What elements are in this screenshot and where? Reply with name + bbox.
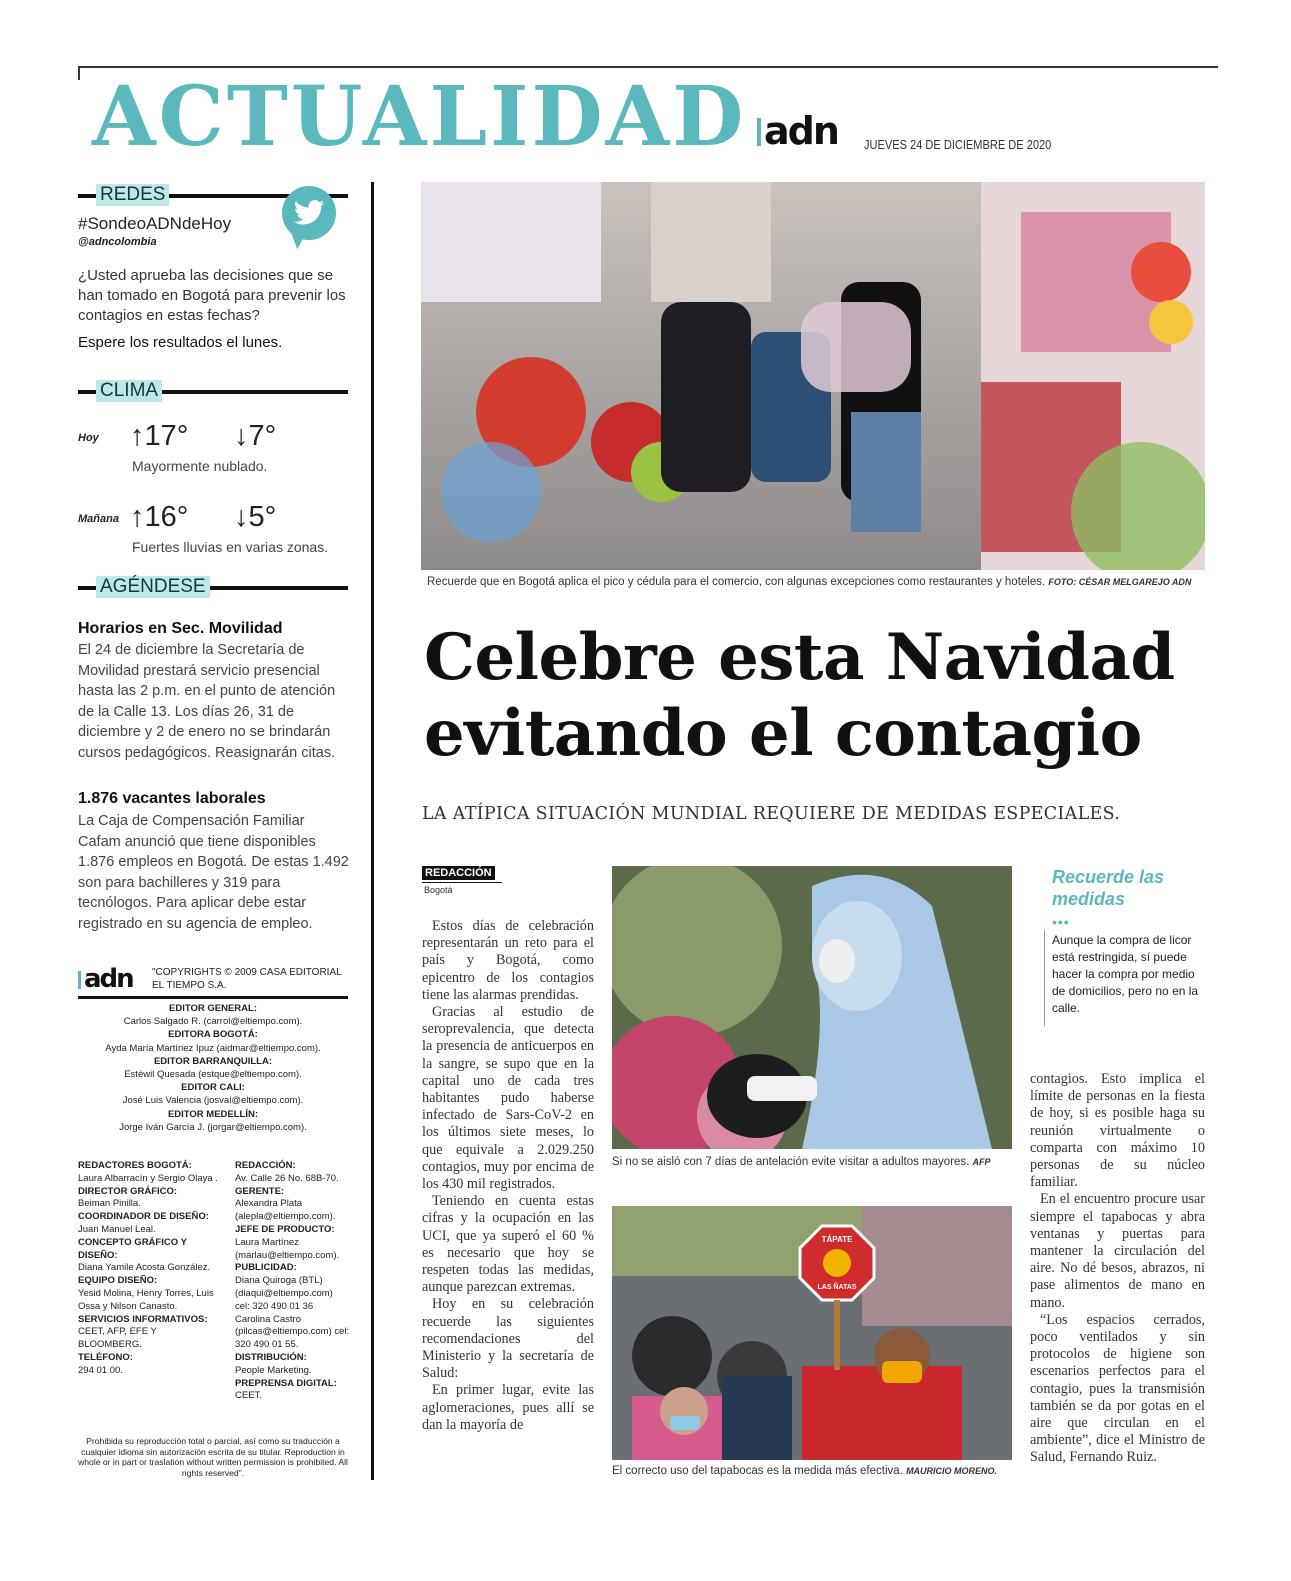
editor-name: Ayda María Martínez Ipuz (aidmar@eltiempo.com). <box>105 1042 321 1054</box>
weather-min: ↓7° <box>234 420 277 452</box>
header-rule-tick <box>78 66 80 80</box>
issue-date: JUEVES 24 DE DICIEMBRE DE 2020 <box>864 137 1052 152</box>
weather-min: ↓5° <box>234 501 277 533</box>
body-paragraph: contagios. Esto implica el límite de personas en la fiesta de hoy, si es posible haga su reunión virtualmente o comparta con máximo 10 personas de su núcleo familiar. <box>1030 1071 1205 1191</box>
copyright-notice: "COPYRIGHTS © 2009 CASA EDITORIAL EL TIEMPO S.A. <box>152 967 342 991</box>
roster-role: PUBLICIDAD: <box>235 1262 297 1274</box>
article-body-col3 <box>1030 1071 1205 1467</box>
roster-role: COORDINADOR DE DISEÑO: <box>78 1211 209 1223</box>
caption-text: El correcto uso del tapabocas es la medida más efectiva. <box>612 1465 903 1477</box>
editor-name: Estéwil Quesada (estque@eltiempo.com). <box>124 1069 302 1081</box>
body-paragraph: En el encuentro procure usar siempre el tapabocas y abra ventanas y puertas para mantener la circulación del aire. No dé besos, abrazos, ni pase alimentos de mano en mano. <box>1030 1191 1205 1311</box>
body-paragraph: En primer lugar, evite las aglomeraciones, pues allí se dan la mayoría de <box>422 1382 594 1433</box>
credits-rule <box>78 996 348 999</box>
editor-role: EDITOR BARRANQUILLA: <box>153 1055 273 1067</box>
agenda-item-text: La Caja de Compensación Familiar Cafam anunció que tiene disponibles 1.876 empleos en Bogotá. De estas 1.492 son para bachilleres y 319 para tecnólogos. Para aplicar debe estar registrado en su agencia de empleo. <box>78 813 349 932</box>
body-paragraph: Hoy en su celebración recuerde las siguientes recomendaciones del Ministerio y la secretaría de Salud: <box>422 1296 594 1382</box>
roster-name: Laura Martínez (marlau@eltiempo.com). <box>235 1236 340 1261</box>
weather-max: ↑16° <box>130 501 189 533</box>
editor-role: EDITORA BOGOTÁ: <box>168 1029 258 1041</box>
editors-list <box>78 1002 348 1134</box>
roster-name: Beiman Pinilla. <box>78 1198 141 1210</box>
roster-role: REDACTORES BOGOTÁ: <box>78 1160 192 1171</box>
weather-desc: Fuertes lluvias en varias zonas. <box>132 539 329 555</box>
roster-name: Laura Albarracín y Sergio Olaya . <box>78 1172 218 1184</box>
protective-suit-photo[interactable] <box>612 866 1012 1149</box>
roster-name: CEET, AFP, EFE Y BLOOMBERG. <box>78 1326 157 1351</box>
logo-mark-icon <box>757 118 761 146</box>
twitter-bird-glyph <box>293 199 325 227</box>
staff-roster-right <box>235 1160 350 1403</box>
roster-role: EQUIPO DISEÑO: <box>78 1275 158 1287</box>
roster-role: TELÉFONO: <box>78 1351 133 1363</box>
twitter-bird-icon[interactable] <box>282 186 336 240</box>
article-deck: LA ATÍPICA SITUACIÓN MUNDIAL REQUIERE DE MEDIDAS ESPECIALES. <box>422 804 1121 824</box>
photo-credit: AFP <box>972 1157 991 1167</box>
dateline-place: Bogotá <box>424 885 453 895</box>
caption-text: Recuerde que en Bogotá aplica el pico y cédula para el comercio, con algunas excepciones como restaurantes y hoteles. <box>427 576 1046 588</box>
market-scene-image <box>421 182 1205 570</box>
byline-rule <box>422 882 502 883</box>
sign-bottom-text: LAS ÑATAS <box>817 1284 857 1291</box>
roster-role: CONCEPTO GRÁFICO Y DISEÑO: <box>78 1236 187 1261</box>
agendese-section-header <box>78 576 348 596</box>
roster-name: CEET. <box>235 1390 262 1402</box>
roster-name: 294 01 00. <box>78 1364 123 1376</box>
editor-name: Jorge Iván García J. (jorgar@eltiempo.com). <box>119 1121 307 1133</box>
clima-section-header <box>78 380 348 400</box>
roster-name: Av. Calle 26 No. 68B-70. <box>235 1172 339 1184</box>
main-photo[interactable] <box>421 182 1205 570</box>
street-crowd-image <box>612 1206 1012 1460</box>
health-worker-image <box>612 866 1012 1149</box>
roster-name: Diana Quiroga (BTL) (diaqui@eltiempo.com) cel: 320 490 01 36 Carolina Castro (pilcas@eltiempo.com) cel: 320 490 01 55. <box>235 1275 350 1351</box>
roster-role: GERENTE: <box>235 1185 285 1197</box>
staff-roster-left <box>78 1160 218 1378</box>
weather-day: Mañana <box>78 513 119 525</box>
poll-answer-note: Espere los resultados el lunes. <box>78 334 283 351</box>
redes-label: REDES <box>96 184 169 206</box>
sidebar-title: Recuerde las medidas <box>1052 867 1165 909</box>
body-paragraph: Teniendo en cuenta estas cifras y la ocupación en las UCI, que ya superó el 60 % es necesario que hoy se respeten todas las medidas, aunque parezcan extremas. <box>422 1193 594 1296</box>
roster-name: People Marketing. <box>235 1364 312 1376</box>
weather-max: ↑17° <box>130 420 189 452</box>
body-paragraph: Estos días de celebración representarán un reto para el país y Bogotá, como epicentro de los contagios tiene las alarmas prendidas. <box>422 918 594 1003</box>
weather-desc: Mayormente nublado. <box>132 458 268 474</box>
clima-label: CLIMA <box>96 380 162 402</box>
weather-day: Hoy <box>78 432 99 444</box>
legal-notice: Prohibida su reproducción total o parcial, así como su traducción a cualquier idioma sin autorización escrita de su titular. Reproduction in whole or in part or traslation without written permission is prohibited. All rights reserved". <box>78 1436 348 1478</box>
caption-text: Si no se aisló con 7 días de antelación evite visitar a adultos mayores. <box>612 1156 970 1168</box>
editor-name: José Luis Valencia (josval@eltiempo.com). <box>122 1095 304 1107</box>
roster-name: Diana Yamile Acosta González. <box>78 1262 211 1274</box>
body-paragraph: Gracias al estudio de seroprevalencia, que detecta la presencia de anticuerpos en la sangre, se supo que en la capital uno de cada tres habitantes pudo haberse infectado de Sars-CoV-2 en los últimos siete meses, lo que equivale a 2.029.250 contagios, muy por encima de los 430 mil registrados. <box>422 1004 594 1193</box>
hashtag[interactable]: #SondeoADNdeHoy <box>78 214 232 233</box>
photo-credit: MAURICIO MORENO. <box>906 1466 998 1476</box>
article-headline[interactable]: Celebre esta Navidad evitando el contagio <box>424 620 1175 771</box>
sidebar-text: Aunque la compra de licor está restringida, sí puede hacer la compra por medio de domicilios, pero no en la calle. <box>1052 933 1199 1015</box>
agenda-item-text: El 24 de diciembre la Secretaría de Movilidad prestará servicio presencial hasta las 2 p.m. en el punto de atención de la Calle 13. Los días 26, 31 de diciembre y 2 de enero no se brindarán cursos pedagógicos. Reasignarán citas. <box>78 642 336 761</box>
credits-logo <box>78 964 133 994</box>
photo3-caption <box>612 1465 997 1477</box>
editor-name: Carlos Salgado R. (carrol@eltiempo.com). <box>123 1016 303 1028</box>
poll-question: ¿Usted aprueba las decisiones que se han tomado en Bogotá para prevenir los contagios en estas fechas? <box>78 267 346 324</box>
editor-role: EDITOR GENERAL: <box>169 1003 257 1014</box>
sidebar-dots: ••• <box>1052 914 1070 930</box>
roster-role: PREPRENSA DIGITAL: <box>235 1377 337 1389</box>
roster-name: Yesid Molina, Henry Torres, Luis Ossa y Nilson Canasto. <box>78 1287 214 1312</box>
header-rule <box>78 66 1218 68</box>
roster-role: DIRECTOR GRÁFICO: <box>78 1185 178 1197</box>
brand-logo[interactable] <box>757 109 838 153</box>
roster-role: REDACCIÓN: <box>235 1160 296 1171</box>
section-title: ACTUALIDAD <box>92 69 747 165</box>
logo-mark-icon <box>78 971 81 989</box>
photo-credit: FOTO: CÉSAR MELGAREJO ADN <box>1048 577 1192 587</box>
main-photo-caption <box>427 576 1191 588</box>
editor-role: EDITOR CALI: <box>181 1082 245 1094</box>
body-paragraph: “Los espacios cerrados, poco ventilados y sin protocolos de higiene son escenarios perfectos para el contagio, pues la transmisión también se da por gotas en el aire que circulan en el ambiente”, dice el Ministro de Salud, Fernando Ruiz. <box>1030 1311 1205 1466</box>
roster-name: Juan Manuel Leal. <box>78 1223 156 1235</box>
agenda-item-title: Horarios en Sec. Movilidad <box>78 620 283 637</box>
editor-role: EDITOR MEDELLÍN: <box>167 1108 259 1120</box>
sidebar-rule <box>1044 930 1045 1026</box>
roster-role: DISTRIBUCIÓN: <box>235 1351 307 1363</box>
twitter-handle[interactable]: @adncolombia <box>78 236 157 248</box>
roster-name: Alexandra Plata (alepla@eltiempo.com). <box>235 1198 336 1223</box>
agenda-item-title: 1.876 vacantes laborales <box>78 790 266 807</box>
logo-text: adn <box>84 964 133 994</box>
photo2-caption <box>612 1156 991 1168</box>
column-divider <box>371 182 374 1480</box>
roster-role: SERVICIOS INFORMATIVOS: <box>78 1313 208 1325</box>
sign-top-text: TÁPATE <box>821 1235 853 1244</box>
crowd-photo[interactable] <box>612 1206 1012 1460</box>
logo-text: adn <box>764 109 838 153</box>
article-body-col1 <box>422 918 594 1434</box>
roster-role: JEFE DE PRODUCTO: <box>235 1223 335 1235</box>
agendese-label: AGÉNDESE <box>96 576 210 598</box>
byline: REDACCIÓN <box>422 866 495 880</box>
